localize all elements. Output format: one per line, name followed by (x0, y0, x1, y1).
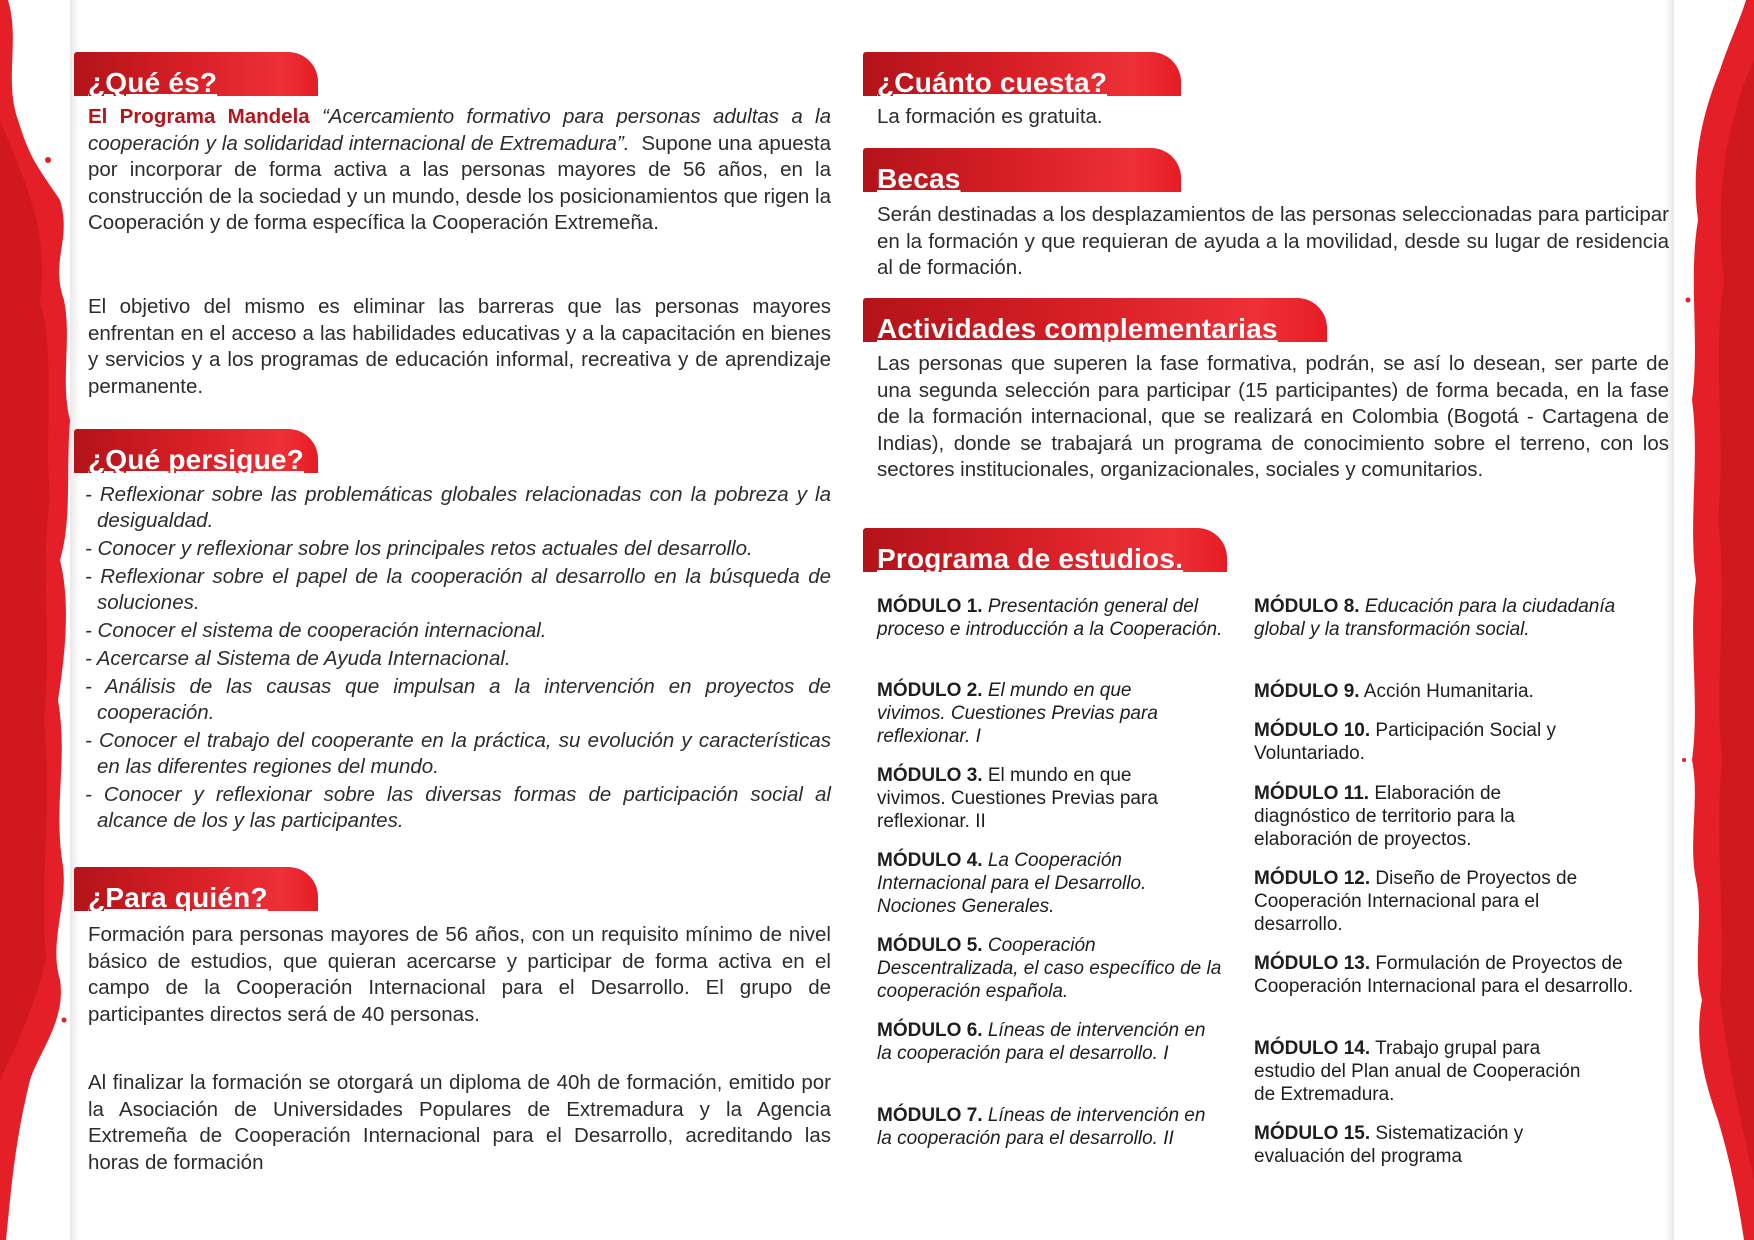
section-title: Programa de estudios. (877, 543, 1184, 574)
red-watercolor-right-edge (1674, 0, 1754, 1240)
module-item: MÓDULO 7. Líneas de intervención en la cooperación para el desarrollo. II (877, 1105, 1206, 1149)
section-title: Becas (877, 163, 961, 194)
module-item: MÓDULO 5. Cooperación Descentralizada, el caso específico de la cooperación española. (877, 935, 1222, 1002)
module-item: MÓDULO 2. El mundo en que vivimos. Cuestiones Previas para reflexionar. I (877, 680, 1158, 747)
audience-paragraph: Formación para personas mayores de 56 años, con un requisito mínimo de nivel básico de estudios, que quieran acercarse y participar de forma activa en el campo de la Cooperación Internacional para el Desarrollo. El grupo de participantes directos será de 40 personas. (88, 923, 831, 1026)
module-item: MÓDULO 11. Elaboración de diagnóstico de territorio para la elaboración de proyectos. (1254, 783, 1515, 850)
list-item: - Análisis de las causas que impulsan a la intervención en proyectos de cooperación. (85, 675, 831, 724)
program-quote: “Acercamiento formativo para personas adultas a la cooperación y la solidaridad internacional de Extremadura”. (88, 105, 831, 155)
module-item: MÓDULO 8. Educación para la ciudadanía global y la transformación social. (1254, 596, 1616, 640)
section-title: ¿Qué és? (88, 67, 218, 98)
list-item: - Reflexionar sobre las problemáticas globales relacionadas con la pobreza y la desigualdad. (85, 483, 831, 532)
module-item: MÓDULO 14. Trabajo grupal para estudio del Plan anual de Cooperación de Extremadura. (1254, 1038, 1581, 1105)
objective-paragraph: El objetivo del mismo es eliminar las barreras que las personas mayores enfrentan en el acceso a las habilidades educativas y a la capacitación en bienes y servicios y a los programas de educación informal, recreativa y de aprendizaje permanente. (88, 295, 831, 398)
module-item: MÓDULO 6. Líneas de intervención en la cooperación para el desarrollo. I (877, 1020, 1206, 1064)
list-item: - Acercarse al Sistema de Ayuda Internacional. (85, 647, 511, 670)
module-item: MÓDULO 12. Diseño de Proyectos de Cooperación Internacional para el desarrollo. (1254, 868, 1578, 935)
program-description: Supone una apuesta por incorporar de forma activa a las personas mayores de 56 años, en la construcción de la sociedad y un mundo, desde los posicionamientos que rigen la Cooperación y de forma específica la Cooperación Extremeña. (88, 131, 831, 234)
list-item: - Conocer el trabajo del cooperante en la práctica, su evolución y características en las diferentes regiones del mundo. (85, 729, 831, 778)
module-item: MÓDULO 15. Sistematización y evaluación del programa (1254, 1123, 1524, 1167)
page-fold-shadow-right (1664, 0, 1674, 1240)
section-title: ¿Qué persigue? (88, 444, 304, 475)
objectives-list (85, 482, 831, 836)
section-title: Actividades complementarias (877, 313, 1278, 344)
list-item: - Conocer y reflexionar sobre los principales retos actuales del desarrollo. (85, 537, 753, 560)
que-es-description (88, 104, 831, 237)
module-item: MÓDULO 3. El mundo en que vivimos. Cuestiones Previas para reflexionar. II (877, 765, 1158, 832)
module-item: MÓDULO 4. La Cooperación Internacional para el Desarrollo. Nociones Generales. (877, 850, 1147, 917)
page-fold-shadow-left (70, 0, 80, 1240)
module-item: MÓDULO 1. Presentación general del proceso e introducción a la Cooperación. (877, 596, 1223, 640)
list-item: - Conocer el sistema de cooperación internacional. (85, 619, 547, 642)
program-name: El Programa Mandela (88, 105, 310, 128)
list-item: - Conocer y reflexionar sobre las diversas formas de participación social al alcance de los y las participantes. (85, 783, 831, 832)
module-item: MÓDULO 13. Formulación de Proyectos de Cooperación Internacional para el desarrollo. (1254, 953, 1634, 997)
scholarship-text: Serán destinadas a los desplazamientos de las personas seleccionadas para participar en la formación y que requieran de ayuda a la movilidad, desde su lugar de residencia al de formación. (877, 203, 1669, 279)
activities-text: Las personas que superen la fase formativa, podrán, se así lo desean, ser parte de una segunda selección para participar (15 participantes) de forma becada, en la fase de la formación internacional, que se realizará en Colombia (Bogotá - Cartagena de Indias), donde se trabajará un programa de conocimiento sobre el terreno, con los sectores institucionales, organizacionales, sociales y comunitarios. (877, 352, 1669, 481)
section-title: ¿Para quién? (88, 882, 268, 913)
cost-text: La formación es gratuita. (877, 105, 1103, 128)
module-item: MÓDULO 9. Acción Humanitaria. (1254, 681, 1534, 702)
list-item: - Reflexionar sobre el papel de la cooperación al desarrollo en la búsqueda de soluciones. (85, 565, 831, 614)
module-item: MÓDULO 10. Participación Social y Voluntariado. (1254, 720, 1556, 764)
section-title: ¿Cuánto cuesta? (877, 67, 1108, 98)
diploma-paragraph: Al finalizar la formación se otorgará un diploma de 40h de formación, emitido por la Asociación de Universidades Populares de Extremadura y la Agencia Extremeña de Cooperación Internacional para el Desarrollo, acreditando las horas de formación (88, 1071, 831, 1174)
red-watercolor-left-edge (0, 0, 72, 1240)
